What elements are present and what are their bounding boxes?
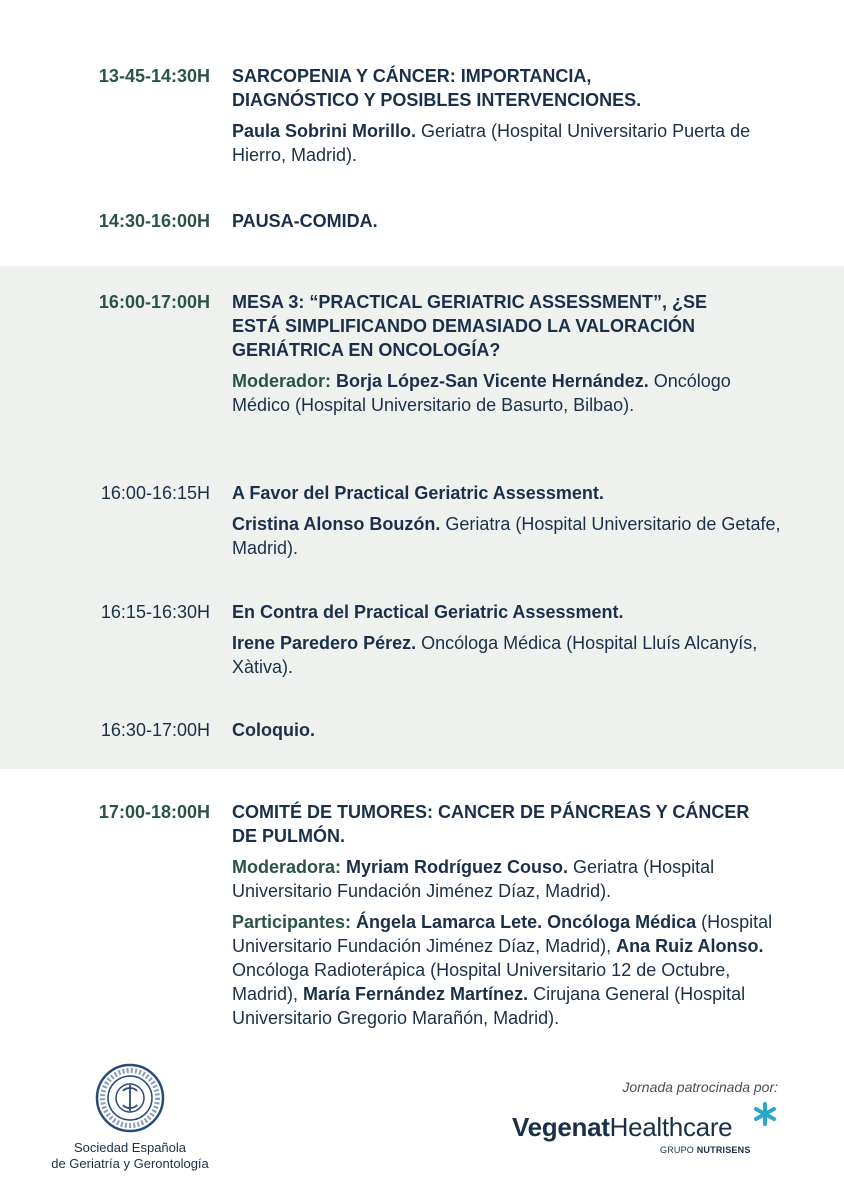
participant-name: Ana Ruiz Alonso.	[616, 936, 764, 956]
session-time: 16:30-17:00H	[100, 720, 210, 740]
group-prefix: GRUPO	[660, 1145, 697, 1155]
moderator-name: Borja López-San Vicente Hernández.	[331, 371, 649, 391]
session-time: 14:30-16:00H	[98, 211, 210, 231]
society-name-line: Sociedad Española	[73, 1140, 187, 1155]
speaker-name: Paula Sobrini Morillo.	[232, 121, 417, 141]
moderator-info	[232, 855, 792, 903]
society-name	[30, 1140, 230, 1172]
session-content	[232, 481, 792, 560]
participants-info	[232, 910, 792, 1030]
session-title: COMITÉ DE TUMORES: CANCER DE PÁNCREAS Y CÁNCER DE PULMÓN.	[232, 802, 750, 846]
session-content	[232, 800, 792, 1030]
speaker-name: Cristina Alonso Bouzón.	[232, 514, 441, 534]
speaker-detail: Geriatra (Hospital Universitario de Getafe, Madrid).	[232, 514, 781, 558]
session-content	[232, 600, 792, 679]
moderator-info	[232, 369, 792, 417]
moderator-name: Myriam Rodríguez Couso.	[341, 857, 569, 877]
session-title: Coloquio.	[232, 720, 315, 740]
session-content	[232, 290, 792, 417]
participant-name: Ángela Lamarca Lete. Oncóloga Médica	[351, 912, 697, 932]
brand-name-bold: Vegenat	[512, 1112, 610, 1142]
speaker-name: Irene Paredero Pérez.	[232, 633, 417, 653]
session-title: PAUSA-COMIDA.	[232, 211, 378, 231]
speaker-info	[232, 512, 792, 560]
asterisk-icon	[752, 1101, 778, 1127]
participant-detail: Oncóloga Radioterápica (Hospital Universitario 12 de Octubre, Madrid),	[232, 960, 731, 1004]
moderator-detail: Geriatra (Hospital Universitario Fundación Jiménez Díaz, Madrid).	[232, 857, 715, 901]
sponsor-label: Jornada patrocinada por:	[622, 1079, 778, 1095]
speaker-info	[232, 119, 792, 167]
participant-detail: (Hospital Universitario Fundación Jiménez Díaz, Madrid),	[232, 912, 773, 956]
speaker-detail: Oncóloga Médica (Hospital Lluís Alcanyís, Xàtiva).	[232, 633, 758, 677]
session-title: En Contra del Practical Geriatric Assessment.	[232, 602, 624, 622]
speaker-info	[232, 631, 792, 679]
session-content	[232, 64, 792, 167]
moderator-role: Moderadora:	[232, 857, 342, 877]
session-time: 16:15-16:30H	[100, 602, 210, 622]
session-title: A Favor del Practical Geriatric Assessment.	[232, 483, 604, 503]
brand-group	[660, 1145, 751, 1155]
participants-role: Participantes:	[232, 912, 352, 932]
society-seal-logo	[95, 1063, 165, 1133]
session-time: 17:00-18:00H	[98, 802, 210, 822]
session-content	[232, 209, 792, 233]
society-name-line: de Geriatría y Gerontología	[51, 1156, 209, 1171]
group-name: NUTRISENS	[696, 1145, 751, 1155]
participant-name: María Fernández Martínez.	[303, 984, 529, 1004]
speaker-detail: Geriatra (Hospital Universitario Puerta de Hierro, Madrid).	[232, 121, 751, 165]
participant-detail: Cirujana General (Hospital Universitario Gregorio Marañón, Madrid).	[232, 984, 746, 1028]
session-time: 13-45-14:30H	[98, 66, 210, 86]
session-time: 16:00-16:15H	[100, 483, 210, 503]
moderator-detail: Oncólogo Médico (Hospital Universitario de Basurto, Bilbao).	[232, 371, 731, 415]
moderator-role: Moderador:	[232, 371, 331, 391]
brand-name-light: Healthcare	[609, 1112, 733, 1142]
session-title: SARCOPENIA Y CÁNCER: IMPORTANCIA, DIAGNÓSTICO Y POSIBLES INTERVENCIONES.	[232, 66, 642, 110]
session-title: MESA 3: “PRACTICAL GERIATRIC ASSESSMENT”, ¿SE ESTÁ SIMPLIFICANDO DEMASIADO LA VALORACIÓN GERIÁTRICA EN ONCOLOGÍA?	[232, 292, 708, 360]
session-time: 16:00-17:00H	[98, 292, 210, 312]
sponsor-brand-logo	[512, 1112, 732, 1142]
session-content	[232, 718, 792, 742]
